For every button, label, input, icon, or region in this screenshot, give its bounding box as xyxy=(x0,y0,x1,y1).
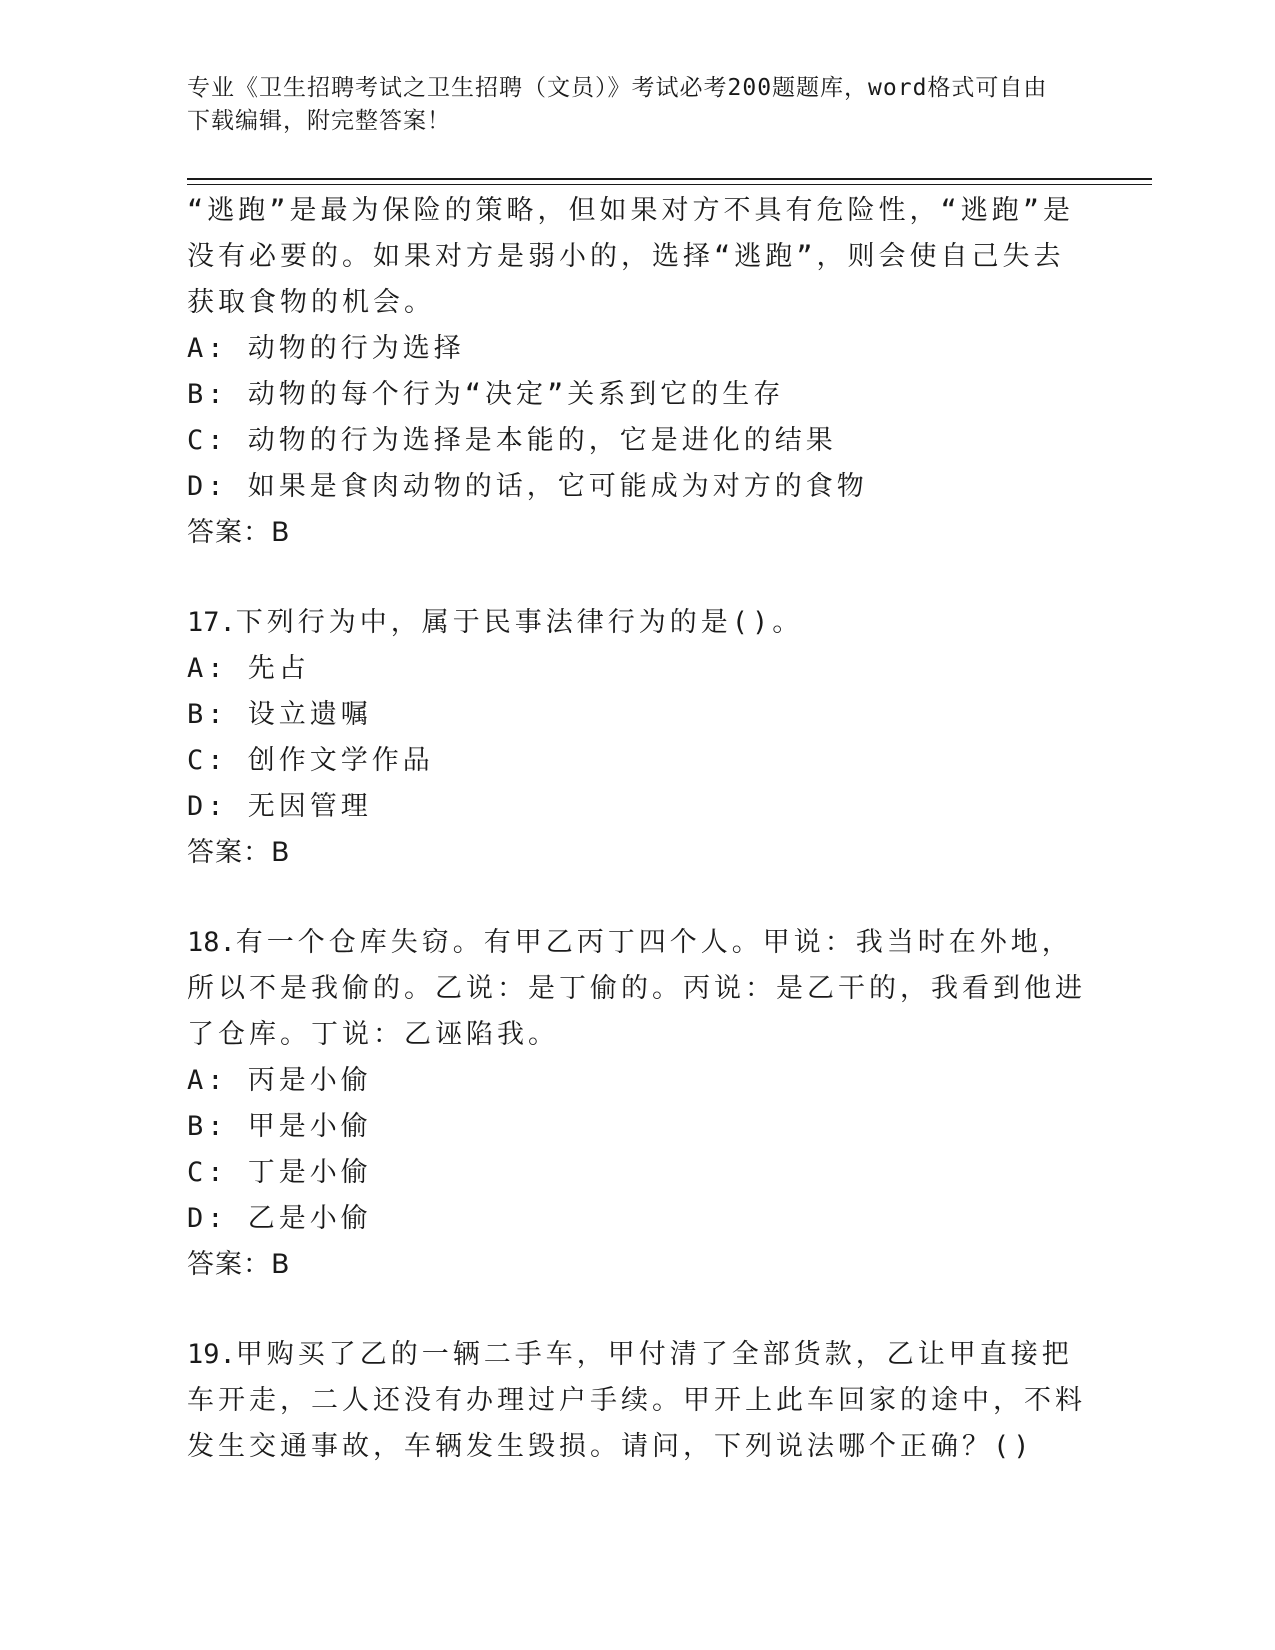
question-body: 有一个仓库失窃。有甲乙丙丁四个人。甲说：我当时在外地，所以不是我偷的。乙说：是丁偷的。丙说：是乙干的，我看到他进了仓库。丁说：乙诬陷我。 xyxy=(187,927,1086,1050)
question-list xyxy=(187,188,1087,1470)
question-text xyxy=(187,920,1087,1058)
option-text: 创作文学作品 xyxy=(247,745,434,776)
option-label: B: xyxy=(187,1111,228,1142)
answer-line: 答案：B xyxy=(187,837,291,868)
option-b xyxy=(187,692,1087,738)
question-block xyxy=(187,188,1087,556)
option-a xyxy=(187,1058,1087,1104)
question-number: 19. xyxy=(187,1339,236,1370)
option-text: 先占 xyxy=(247,653,310,684)
option-text: 乙是小偷 xyxy=(247,1203,372,1234)
question-block xyxy=(187,920,1087,1288)
option-text: 丁是小偷 xyxy=(247,1157,372,1188)
option-label: D: xyxy=(187,471,228,502)
question-block xyxy=(187,600,1087,876)
option-text: 如果是食肉动物的话，它可能成为对方的食物 xyxy=(247,471,868,502)
question-number: 18. xyxy=(187,927,236,958)
option-label: D: xyxy=(187,791,228,822)
option-label: A: xyxy=(187,1065,228,1096)
question-text xyxy=(187,600,1087,646)
answer-line: 答案：B xyxy=(187,1249,291,1280)
option-text: 丙是小偷 xyxy=(247,1065,372,1096)
option-text: 动物的行为选择 xyxy=(247,333,465,364)
question-block xyxy=(187,1332,1087,1470)
header-title: 专业《卫生招聘考试之卫生招聘（文员）》考试必考200题题库，word格式可自由下载编辑，附完整答案！ xyxy=(187,75,1048,134)
option-label: B: xyxy=(187,699,228,730)
page-header xyxy=(187,72,1067,138)
option-d xyxy=(187,464,1087,510)
question-number: 17. xyxy=(187,607,236,638)
option-c xyxy=(187,418,1087,464)
option-a xyxy=(187,646,1087,692)
question-body: 下列行为中，属于民事法律行为的是()。 xyxy=(235,607,804,638)
option-label: D: xyxy=(187,1203,228,1234)
option-text: 无因管理 xyxy=(247,791,372,822)
option-d xyxy=(187,1196,1087,1242)
option-b xyxy=(187,1104,1087,1150)
question-body: 甲购买了乙的一辆二手车，甲付清了全部货款，乙让甲直接把车开走，二人还没有办理过户手续。甲开上此车回家的途中，不料发生交通事故，车辆发生毁损。请问，下列说法哪个正确？() xyxy=(187,1339,1086,1462)
option-text: 甲是小偷 xyxy=(247,1111,372,1142)
answer-line: 答案：B xyxy=(187,517,291,548)
option-label: C: xyxy=(187,425,228,456)
option-label: C: xyxy=(187,745,228,776)
option-text: 动物的行为选择是本能的，它是进化的结果 xyxy=(247,425,837,456)
option-a xyxy=(187,326,1087,372)
option-label: A: xyxy=(187,333,228,364)
header-divider-thick xyxy=(187,178,1152,180)
option-c xyxy=(187,738,1087,784)
question-text xyxy=(187,1332,1087,1470)
question-body: “逃跑”是最为保险的策略，但如果对方不具有危险性，“逃跑”是没有必要的。如果对方是弱小的，选择“逃跑”，则会使自己失去获取食物的机会。 xyxy=(187,195,1075,318)
option-label: A: xyxy=(187,653,228,684)
option-text: 动物的每个行为“决定”关系到它的生存 xyxy=(247,379,785,410)
header-divider-thin xyxy=(187,184,1152,185)
question-text xyxy=(187,188,1087,326)
option-c xyxy=(187,1150,1087,1196)
option-label: C: xyxy=(187,1157,228,1188)
option-b xyxy=(187,372,1087,418)
option-text: 设立遗嘱 xyxy=(247,699,372,730)
option-label: B: xyxy=(187,379,228,410)
option-d xyxy=(187,784,1087,830)
